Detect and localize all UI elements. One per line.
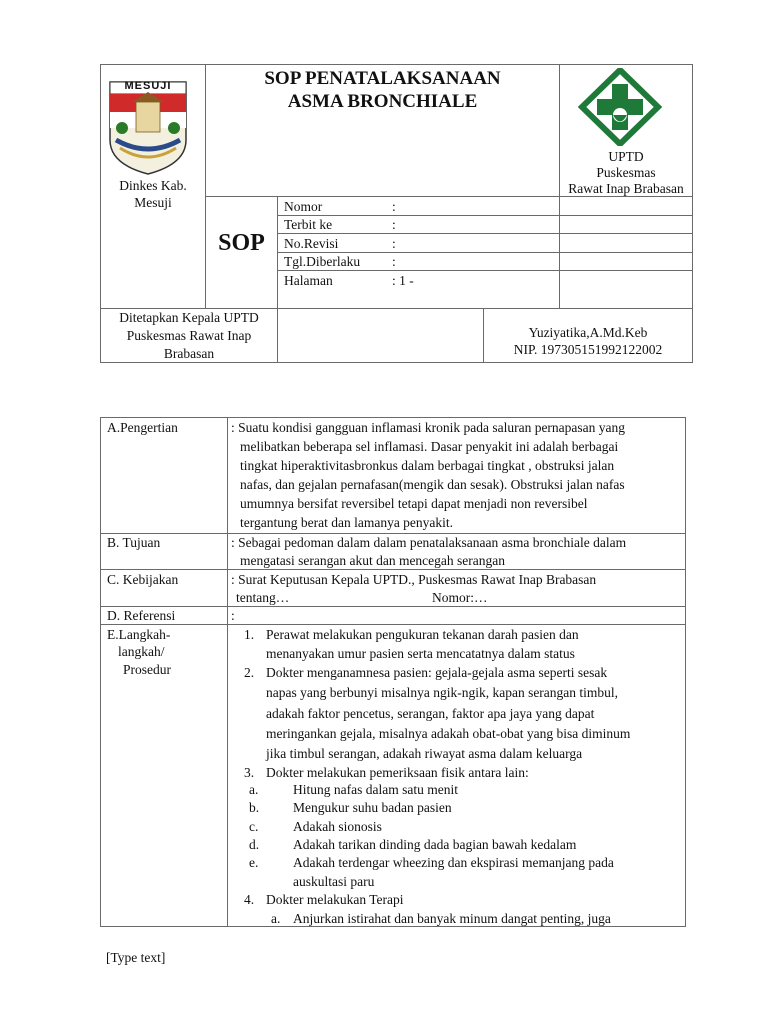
pengertian-line: nafas, dan gejalan pernafasan(mengik dan sesak). Obstruksi jalan nafas [240, 477, 625, 492]
field-label-revisi: No.Revisi [284, 236, 339, 251]
sub-item-text: Adakah tarikan dinding dada bagian bawah kedalam [293, 837, 577, 852]
pengertian-line: umumnya bersifat reversibel tetapi dapat menjadi non reversibel [240, 496, 588, 511]
right-org-line1: UPTD [608, 149, 644, 164]
field-label-nomor: Nomor [284, 199, 323, 214]
sub-item-text: Anjurkan istirahat dan banyak minum dangat penting, juga [293, 911, 611, 926]
pengertian-label: A.Pengertian [107, 420, 178, 435]
field-label-halaman: Halaman [284, 273, 333, 288]
kebijakan-tentang: tentang… [236, 590, 290, 605]
referensi-label: D. Referensi [107, 608, 176, 623]
signer-name: Yuziyatika,A.Md.Keb [528, 325, 648, 340]
langkah-label-line2: langkah/ [118, 644, 165, 659]
field-sep-tgl: : [392, 254, 396, 269]
step-line: jika timbul serangan, adakah riwayat asma dalam keluarga [266, 746, 583, 761]
sub-item-text: Mengukur suhu badan pasien [293, 800, 452, 815]
signer-nip: NIP. 197305151992122002 [513, 342, 663, 357]
kebijakan-nomor: Nomor:… [432, 590, 488, 605]
pengertian-line: melibatkan beberapa sel inflamasi. Dasar penyakit ini adalah berbagai [240, 439, 619, 454]
field-sep-revisi: : [392, 236, 396, 251]
field-sep-nomor: : [392, 199, 396, 214]
logo-text: MESUJI [124, 80, 172, 92]
ditetapkan-line3: Brabasan [163, 346, 215, 361]
sub-item-letter: e. [249, 855, 259, 870]
tujuan-line: : Sebagai pedoman dalam dalam penatalaksanaan asma bronchiale dalam [231, 535, 627, 550]
pengertian-line: : Suatu kondisi gangguan inflamasi kronik pada saluran pernapasan yang [231, 420, 626, 435]
ditetapkan-line1: Ditetapkan Kepala UPTD [119, 310, 259, 325]
pengertian-line: tingkat hiperaktivitasbronkus dalam berbagai tingkat , obstruksi jalan [240, 458, 615, 473]
sub-item-letter: a. [249, 782, 259, 797]
step-line: napas yang berbunyi misalnya ngik-ngik, kapan serangan timbul, [266, 685, 619, 700]
right-org-line3: Rawat Inap Brabasan [568, 181, 684, 196]
doc-title-line1: SOP PENATALAKSANAAN [264, 68, 501, 89]
sub-item-text: Adakah terdengar wheezing dan ekspirasi memanjang pada [293, 855, 614, 870]
field-sep-halaman: : 1 - [392, 273, 414, 288]
pengertian-line: tergantung berat dan lamanya penyakit. [240, 515, 454, 530]
tujuan-line: mengatasi serangan akut dan mencegah serangan [240, 553, 506, 568]
sop-label: SOP [218, 230, 265, 256]
sub-item-letter: c. [249, 819, 259, 834]
sub-item-letter: a. [271, 911, 281, 926]
left-org-line1: Dinkes Kab. [119, 178, 187, 193]
field-sep-terbit: : [392, 217, 396, 232]
referensi-value: : [231, 608, 235, 623]
right-org-line2: Puskesmas [596, 165, 656, 180]
step-line: Dokter melakukan pemeriksaan fisik antara lain: [266, 765, 529, 780]
step-number: 4. [244, 892, 255, 907]
step-line: Dokter menganamnesa pasien: gejala-gejala asma seperti sesak [266, 665, 608, 680]
kebijakan-label: C. Kebijakan [107, 572, 179, 587]
step-number: 1. [244, 627, 255, 642]
step-number: 2. [244, 665, 255, 680]
sub-item-text: auskultasi paru [293, 874, 375, 889]
tujuan-label: B. Tujuan [107, 535, 161, 550]
field-label-tgl: Tgl.Diberlaku [284, 254, 361, 269]
left-org-line2: Mesuji [134, 195, 172, 210]
kebijakan-line1: : Surat Keputusan Kepala UPTD., Puskesmas Rawat Inap Brabasan [231, 572, 597, 587]
sub-item-text: Hitung nafas dalam satu menit [293, 782, 458, 797]
puskesmas-logo [578, 68, 662, 146]
sub-item-letter: b. [249, 800, 260, 815]
step-line: menanyakan umur pasien serta mencatatnya dalam status [266, 646, 575, 661]
doc-title-line2: ASMA BRONCHIALE [287, 91, 478, 112]
step-line: Perawat melakukan pengukuran tekanan darah pasien dan [266, 627, 579, 642]
langkah-label-line1: E.Langkah- [107, 627, 171, 642]
ditetapkan-line2: Puskesmas Rawat Inap [126, 328, 252, 343]
step-line: meringankan gejala, misalnya adakah obat-obat yang bisa diminum [266, 726, 631, 741]
type-text-placeholder: [Type text] [106, 950, 166, 965]
langkah-label-line3: Prosedur [123, 662, 171, 677]
field-label-terbit: Terbit ke [284, 217, 333, 232]
step-line: Dokter melakukan Terapi [266, 892, 404, 907]
sub-item-text: Adakah sionosis [293, 819, 382, 834]
step-line: adakah faktor pencetus, serangan, faktor apa jaya yang dapat [266, 706, 595, 721]
mesuji-logo [106, 78, 190, 176]
sub-item-letter: d. [249, 837, 260, 852]
step-number: 3. [244, 765, 255, 780]
